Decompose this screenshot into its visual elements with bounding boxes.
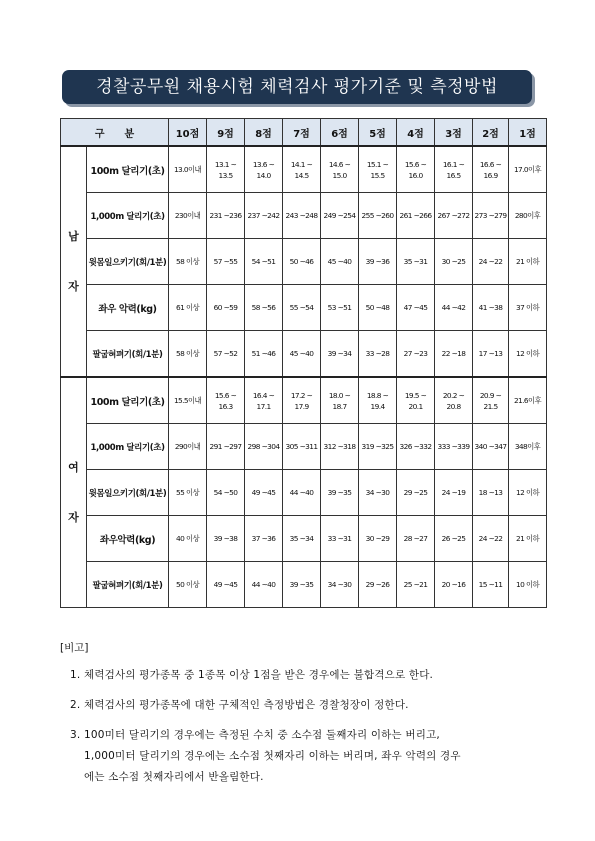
score-value: 25 ~21 (403, 580, 428, 589)
score-value: 237 ~242 (247, 211, 280, 220)
score-value: 13.6 ~ (252, 159, 275, 169)
score-cell (397, 470, 435, 516)
score-cell (245, 377, 283, 424)
score-cell (321, 285, 359, 331)
score-value: 249 ~254 (323, 211, 356, 220)
score-cell (397, 331, 435, 378)
score-value: 231 ~236 (209, 211, 242, 220)
score-value: 39 ~35 (289, 580, 314, 589)
score-cell (359, 331, 397, 378)
fitness-standards-table (60, 118, 547, 608)
score-value: 12 이하 (515, 488, 540, 497)
score-value: 33 ~28 (365, 349, 390, 358)
score-value: 21.5 (483, 401, 498, 411)
score-cell (435, 424, 473, 470)
score-cell (169, 562, 207, 608)
score-value: 15.1 ~ (366, 159, 389, 169)
score-cell (359, 146, 397, 193)
score-value: 20.2 ~ (442, 390, 465, 400)
score-value: 12 이하 (515, 349, 540, 358)
score-value: 18.0 ~ (328, 390, 351, 400)
score-value: 27 ~23 (403, 349, 428, 358)
gender-char: 자 (68, 510, 79, 524)
score-value: 290이내 (174, 442, 201, 451)
score-value: 16.9 (483, 170, 498, 180)
score-cell (397, 424, 435, 470)
score-value: 17.9 (294, 401, 309, 411)
score-cell (169, 331, 207, 378)
score-cell (283, 239, 321, 285)
score-cell (473, 285, 509, 331)
score-value: 333 ~339 (437, 442, 470, 451)
score-value: 19.5 ~ (404, 390, 427, 400)
score-value: 58 이상 (175, 349, 200, 358)
item-name: 100m 달리기(초) (87, 146, 169, 193)
score-cell (245, 285, 283, 331)
score-cell (397, 193, 435, 239)
score-cell (435, 470, 473, 516)
score-value: 18.7 (332, 401, 347, 411)
score-cell (473, 239, 509, 285)
score-value: 16.3 (218, 401, 233, 411)
score-cell (321, 331, 359, 378)
score-cell (473, 146, 509, 193)
score-value: 58 ~56 (251, 303, 276, 312)
table-row (61, 470, 547, 516)
score-value: 14.0 (256, 170, 271, 180)
score-value: 14.5 (294, 170, 309, 180)
score-cell (245, 516, 283, 562)
header-category: 구 분 (61, 119, 169, 147)
score-cell (509, 331, 547, 378)
score-value: 17.2 ~ (290, 390, 313, 400)
item-name: 좌우악력(kg) (87, 516, 169, 562)
score-value: 13.0이내 (173, 165, 202, 174)
table-header-row (61, 119, 547, 147)
table-row (61, 331, 547, 378)
score-value: 34 ~30 (365, 488, 390, 497)
score-cell (473, 193, 509, 239)
score-value: 17.0이후 (513, 165, 542, 174)
score-value: 15.6 ~ (404, 159, 427, 169)
score-value: 19.4 (370, 401, 385, 411)
score-value: 15.5 (370, 170, 385, 180)
score-cell (509, 516, 547, 562)
table-row (61, 562, 547, 608)
score-cell (435, 285, 473, 331)
score-cell (473, 516, 509, 562)
score-cell (435, 377, 473, 424)
score-cell (321, 562, 359, 608)
score-value: 24 ~22 (478, 257, 503, 266)
score-cell (509, 285, 547, 331)
score-cell (397, 285, 435, 331)
score-value: 49 ~45 (251, 488, 276, 497)
score-value: 280이후 (514, 211, 541, 220)
score-cell (283, 146, 321, 193)
gender-char: 자 (68, 279, 79, 293)
score-value: 37 ~36 (251, 534, 276, 543)
score-cell (473, 470, 509, 516)
score-value: 47 ~45 (403, 303, 428, 312)
header-score: 5점 (359, 119, 397, 147)
score-cell (321, 424, 359, 470)
score-cell (283, 470, 321, 516)
score-cell (207, 424, 245, 470)
score-cell (473, 424, 509, 470)
score-value: 41 ~38 (478, 303, 503, 312)
score-cell (169, 470, 207, 516)
header-score: 8점 (245, 119, 283, 147)
header-score: 10점 (169, 119, 207, 147)
score-cell (207, 146, 245, 193)
score-cell (245, 470, 283, 516)
score-cell (359, 562, 397, 608)
score-cell (321, 516, 359, 562)
score-value: 50 ~46 (289, 257, 314, 266)
score-value: 50 ~48 (365, 303, 390, 312)
score-value: 20.1 (408, 401, 423, 411)
score-value: 17.1 (256, 401, 271, 411)
table-row (61, 424, 547, 470)
table-row (61, 516, 547, 562)
notes-section (60, 640, 560, 797)
item-name: 팔굽혀펴기(회/1분) (87, 331, 169, 378)
score-value: 261 ~266 (399, 211, 432, 220)
score-value: 35 ~31 (403, 257, 428, 266)
note-item (84, 695, 560, 716)
score-value: 58 이상 (175, 257, 200, 266)
score-value: 34 ~30 (327, 580, 352, 589)
score-cell (359, 285, 397, 331)
score-cell (397, 377, 435, 424)
score-value: 243 ~248 (285, 211, 318, 220)
score-value: 35 ~34 (289, 534, 314, 543)
score-value: 298 ~304 (247, 442, 280, 451)
score-cell (207, 562, 245, 608)
score-cell (283, 424, 321, 470)
score-value: 18.8 ~ (366, 390, 389, 400)
score-value: 57 ~52 (213, 349, 238, 358)
score-cell (169, 285, 207, 331)
score-value: 16.1 ~ (442, 159, 465, 169)
score-value: 53 ~51 (327, 303, 352, 312)
item-name: 100m 달리기(초) (87, 377, 169, 424)
score-value: 28 ~27 (403, 534, 428, 543)
score-cell (473, 377, 509, 424)
score-cell (169, 193, 207, 239)
score-value: 326 ~332 (399, 442, 432, 451)
score-cell (283, 516, 321, 562)
score-value: 37 이하 (515, 303, 540, 312)
score-value: 16.0 (408, 170, 423, 180)
score-value: 33 ~31 (327, 534, 352, 543)
score-cell (169, 424, 207, 470)
score-cell (207, 285, 245, 331)
score-cell (283, 331, 321, 378)
score-value: 15.5이내 (173, 396, 202, 405)
score-cell (435, 193, 473, 239)
item-name: 윗몸일으키기(회/1분) (87, 239, 169, 285)
gender-label (61, 146, 87, 377)
score-value: 17 ~13 (478, 349, 503, 358)
item-name: 윗몸일으키기(회/1분) (87, 470, 169, 516)
table-row (61, 239, 547, 285)
score-cell (397, 239, 435, 285)
score-cell (169, 239, 207, 285)
score-cell (397, 562, 435, 608)
header-score: 3점 (435, 119, 473, 147)
note-item (84, 725, 560, 788)
score-value: 30 ~25 (441, 257, 466, 266)
score-value: 54 ~51 (251, 257, 276, 266)
score-value: 14.6 ~ (328, 159, 351, 169)
score-cell (283, 377, 321, 424)
score-value: 348이후 (514, 442, 541, 451)
score-value: 40 이상 (175, 534, 200, 543)
score-value: 44 ~40 (251, 580, 276, 589)
score-value: 20.8 (446, 401, 461, 411)
score-value: 273 ~279 (474, 211, 507, 220)
score-cell (283, 285, 321, 331)
score-value: 21 이하 (515, 534, 540, 543)
gender-label (61, 377, 87, 608)
score-cell (435, 146, 473, 193)
score-value: 20.9 ~ (479, 390, 502, 400)
table-row (61, 146, 547, 193)
score-value: 45 ~40 (327, 257, 352, 266)
score-value: 16.6 ~ (479, 159, 502, 169)
score-cell (359, 516, 397, 562)
score-value: 15 ~11 (478, 580, 503, 589)
score-value: 44 ~42 (441, 303, 466, 312)
score-cell (509, 562, 547, 608)
score-cell (397, 516, 435, 562)
score-cell (207, 239, 245, 285)
score-cell (321, 470, 359, 516)
score-value: 24 ~19 (441, 488, 466, 497)
item-name: 1,000m 달리기(초) (87, 424, 169, 470)
score-cell (509, 146, 547, 193)
score-value: 30 ~29 (365, 534, 390, 543)
score-value: 57 ~55 (213, 257, 238, 266)
score-value: 312 ~318 (323, 442, 356, 451)
score-value: 20 ~16 (441, 580, 466, 589)
note-item (84, 665, 560, 686)
score-value: 29 ~25 (403, 488, 428, 497)
score-cell (509, 377, 547, 424)
score-cell (207, 331, 245, 378)
score-value: 39 ~36 (365, 257, 390, 266)
score-cell (473, 331, 509, 378)
score-cell (169, 516, 207, 562)
score-cell (435, 239, 473, 285)
score-cell (169, 146, 207, 193)
score-value: 26 ~25 (441, 534, 466, 543)
score-cell (359, 470, 397, 516)
score-value: 15.0 (332, 170, 347, 180)
score-cell (207, 377, 245, 424)
score-value: 21.6이후 (513, 396, 542, 405)
score-value: 15.6 ~ (214, 390, 237, 400)
score-value: 21 이하 (515, 257, 540, 266)
score-cell (245, 146, 283, 193)
item-name: 팔굽혀펴기(회/1분) (87, 562, 169, 608)
header-score: 2점 (473, 119, 509, 147)
score-cell (283, 562, 321, 608)
score-cell (359, 193, 397, 239)
header-score: 6점 (321, 119, 359, 147)
score-value: 16.4 ~ (252, 390, 275, 400)
score-value: 10 이하 (515, 580, 540, 589)
score-value: 24 ~22 (478, 534, 503, 543)
score-value: 255 ~260 (361, 211, 394, 220)
score-cell (435, 562, 473, 608)
score-value: 39 ~34 (327, 349, 352, 358)
score-cell (283, 193, 321, 239)
score-cell (435, 516, 473, 562)
note-text: 1. 체력검사의 평가종목 중 1종목 이상 1점을 받은 경우에는 불합격으로 한다. (84, 669, 434, 681)
score-value: 44 ~40 (289, 488, 314, 497)
score-value: 340 ~347 (474, 442, 507, 451)
score-value: 13.5 (218, 170, 233, 180)
score-value: 61 이상 (175, 303, 200, 312)
score-value: 50 이상 (175, 580, 200, 589)
score-cell (397, 146, 435, 193)
score-cell (245, 331, 283, 378)
item-name: 1,000m 달리기(초) (87, 193, 169, 239)
header-score: 4점 (397, 119, 435, 147)
score-value: 22 ~18 (441, 349, 466, 358)
score-cell (245, 193, 283, 239)
score-cell (359, 239, 397, 285)
score-cell (321, 239, 359, 285)
score-cell (359, 377, 397, 424)
table-row (61, 193, 547, 239)
table-row (61, 377, 547, 424)
header-score: 1점 (509, 119, 547, 147)
score-value: 16.5 (446, 170, 461, 180)
score-value: 267 ~272 (437, 211, 470, 220)
score-cell (509, 424, 547, 470)
note-text: 2. 체력검사의 평가종목에 대한 구체적인 측정방법은 경찰청장이 정한다. (84, 699, 409, 711)
score-value: 60 ~59 (213, 303, 238, 312)
score-value: 39 ~38 (213, 534, 238, 543)
score-value: 319 ~325 (361, 442, 394, 451)
note-text: 3. 100미터 달리기의 경우에는 측정된 수치 중 소수점 둘째자리 이하는 버리고, (84, 729, 440, 741)
note-text: 에는 소수점 첫째자리에서 반올림한다. (84, 771, 264, 783)
score-cell (245, 239, 283, 285)
score-value: 13.1 ~ (214, 159, 237, 169)
notes-list (60, 665, 560, 788)
score-cell (207, 470, 245, 516)
score-cell (245, 424, 283, 470)
score-cell (207, 193, 245, 239)
score-cell (435, 331, 473, 378)
item-name: 좌우 악력(kg) (87, 285, 169, 331)
score-cell (509, 470, 547, 516)
score-cell (169, 377, 207, 424)
score-value: 55 이상 (175, 488, 200, 497)
score-value: 51 ~46 (251, 349, 276, 358)
gender-char: 여 (68, 460, 79, 474)
score-value: 18 ~13 (478, 488, 503, 497)
score-value: 49 ~45 (213, 580, 238, 589)
score-cell (321, 146, 359, 193)
score-value: 305 ~311 (285, 442, 318, 451)
score-value: 45 ~40 (289, 349, 314, 358)
header-score: 9점 (207, 119, 245, 147)
page-title: 경찰공무원 채용시험 체력검사 평가기준 및 측정방법 (62, 70, 532, 104)
score-cell (321, 193, 359, 239)
score-cell (245, 562, 283, 608)
score-value: 39 ~35 (327, 488, 352, 497)
score-cell (473, 562, 509, 608)
header-score: 7점 (283, 119, 321, 147)
score-value: 230이내 (174, 211, 201, 220)
note-text: 1,000미터 달리기의 경우에는 소수점 첫째자리 이하는 버리며, 좌우 악력의 경우 (84, 750, 461, 762)
score-value: 55 ~54 (289, 303, 314, 312)
score-cell (509, 239, 547, 285)
table-row (61, 285, 547, 331)
score-value: 54 ~50 (213, 488, 238, 497)
score-value: 29 ~26 (365, 580, 390, 589)
score-cell (321, 377, 359, 424)
score-cell (359, 424, 397, 470)
score-value: 14.1 ~ (290, 159, 313, 169)
notes-heading: [비고] (60, 642, 89, 654)
score-value: 291 ~297 (209, 442, 242, 451)
score-cell (207, 516, 245, 562)
gender-char: 남 (68, 229, 79, 243)
score-cell (509, 193, 547, 239)
